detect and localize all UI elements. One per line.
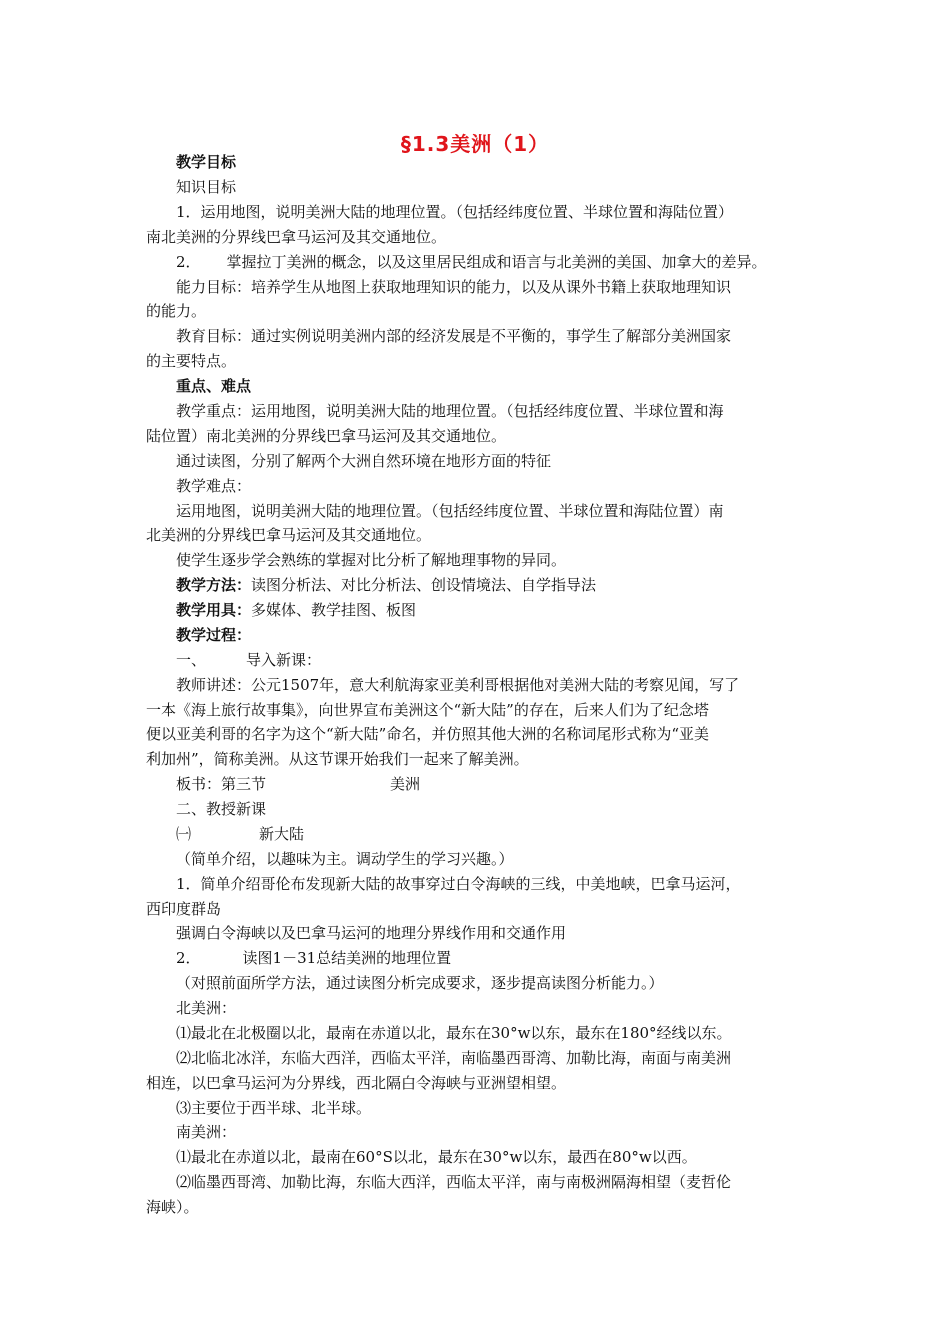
text-line: 通过读图，分别了解两个大洲自然环境在地形方面的特征 [176, 452, 552, 470]
value: 读图分析法、对比分析法、创设情境法、自学指导法 [251, 576, 597, 594]
text-line: 南北美洲的分界线巴拿马运河及其交通地位。 [146, 228, 447, 246]
text-line: 的主要特点。 [146, 352, 237, 370]
text-line: 西印度群岛 [146, 900, 222, 918]
heading-teaching-goals: 教学目标 [176, 153, 237, 171]
list-text: 掌握拉丁美洲的概念，以及这里居民组成和语言与北美洲的美国、加拿大的差异。 [226, 253, 767, 271]
text-line: 便以亚美利哥的名字为这个“新大陆”命名，并仿照其他大洲的名称词尾形式称为“亚美 [146, 725, 710, 743]
list-number: 2． [176, 949, 201, 967]
text-line: ⑵临墨西哥湾、加勒比海，东临大西洋，西临太平洋，南与南极洲隔海相望（麦哲伦 [176, 1173, 732, 1191]
heading-teaching-process: 教学过程： [176, 626, 252, 644]
label: 教学用具： [176, 601, 252, 619]
text-line: ⑴最北在北极圈以北，最南在赤道以北，最东在30°w以东，最东在180°经线以东。 [176, 1024, 732, 1042]
text-line: ⑵北临北冰洋，东临大西洋，西临太平洋，南临墨西哥湾、加勒比海，南面与南美洲 [176, 1049, 732, 1067]
text-line: 使学生逐步学会熟练的掌握对比分析了解地理事物的异同。 [176, 551, 567, 569]
text-line: 运用地图，说明美洲大陆的地理位置。（包括经纬度位置、半球位置和海陆位置）南 [176, 502, 724, 520]
text-line: 相连，以巴拿马运河为分界线，西北隔白令海峡与亚洲望相望。 [146, 1074, 567, 1092]
text-line: ⑴最北在赤道以北，最南在60°S以北，最东在30°w以东，最西在80°w以西。 [176, 1148, 697, 1166]
text-line: 北美洲： [176, 999, 237, 1017]
text-line: （对照前面所学方法，通过读图分析完成要求，逐步提高读图分析能力。） [176, 974, 664, 992]
text-line: 教育目标：通过实例说明美洲内部的经济发展是不平衡的，事学生了解部分美洲国家 [176, 327, 732, 345]
board-writing [176, 773, 818, 795]
value: 美洲 [390, 775, 421, 793]
text-line: 教学难点： [176, 477, 252, 495]
text-line: 教学重点：运用地图，说明美洲大陆的地理位置。（包括经纬度位置、半球位置和海 [176, 402, 724, 420]
label: 板书：第三节 [176, 775, 267, 793]
text-line: 教师讲述：公元1507年，意大利航海家亚美利哥根据他对美洲大陆的考察见闻，写了 [176, 676, 740, 694]
section-heading: 二、教授新课 [176, 800, 267, 818]
page-title: §1.3美洲（1） [400, 132, 550, 156]
label: 教学方法： [176, 576, 252, 594]
text-line: 南美洲： [176, 1123, 237, 1141]
section-number: 一、 [176, 651, 207, 669]
section-heading [176, 649, 818, 671]
text-line: 一本《海上旅行故事集》，向世界宣布美洲这个“新大陆”的存在，后来人们为了纪念塔 [146, 701, 709, 719]
text-line [176, 947, 818, 969]
text-line: 1．简单介绍哥伦布发现新大陆的故事穿过白令海峡的三线，中美地峡，巴拿马运河， [176, 875, 741, 893]
text-line: 利加州”，简称美洲。从这节课开始我们一起来了解美洲。 [146, 750, 529, 768]
section-title: 导入新课： [246, 651, 322, 669]
text-line: 强调白令海峡以及巴拿马运河的地理分界线作用和交通作用 [176, 924, 567, 942]
text-line: （简单介绍，以趣味为主。调动学生的学习兴趣。） [176, 850, 514, 868]
text-line: 的能力。 [146, 302, 207, 320]
list-number: 2． [176, 253, 201, 271]
teaching-tools [176, 599, 818, 621]
text-line: ⑶主要位于西半球、北半球。 [176, 1099, 372, 1117]
text-line: 1．运用地图，说明美洲大陆的地理位置。（包括经纬度位置、半球位置和海陆位置） [176, 203, 734, 221]
text-line: 海峡）。 [146, 1198, 199, 1216]
list-text: 读图1－31总结美洲的地理位置 [242, 949, 452, 967]
teaching-methods [176, 574, 818, 596]
text-line: 陆位置）南北美洲的分界线巴拿马运河及其交通地位。 [146, 427, 507, 445]
subsection-title: 新大陆 [259, 825, 305, 843]
text-line [176, 251, 818, 273]
heading-key-points: 重点、难点 [176, 377, 252, 395]
subsection-heading [176, 823, 818, 845]
subheading-knowledge-goals: 知识目标 [176, 178, 237, 196]
value: 多媒体、教学挂图、板图 [251, 601, 417, 619]
text-line: 能力目标：培养学生从地图上获取地理知识的能力，以及从课外书籍上获取地理知识 [176, 278, 732, 296]
subsection-number: ㈠ [176, 825, 192, 843]
text-line: 北美洲的分界线巴拿马运河及其交通地位。 [146, 526, 432, 544]
